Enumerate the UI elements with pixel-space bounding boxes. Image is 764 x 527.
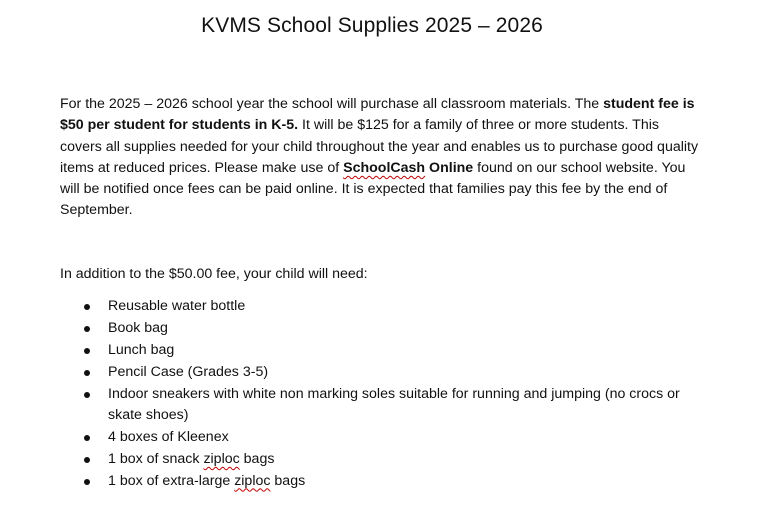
supply-list xyxy=(84,296,684,493)
bullet-icon xyxy=(84,370,90,376)
list-item xyxy=(84,449,684,471)
list-item xyxy=(84,318,684,340)
list-item xyxy=(84,296,684,318)
fee-paragraph xyxy=(60,94,700,222)
ziploc-word: ziploc xyxy=(234,472,271,489)
document-title: KVMS School Supplies 2025 – 2026 xyxy=(201,14,543,37)
ziploc-word: ziploc xyxy=(203,450,240,467)
bullet-icon xyxy=(84,326,90,332)
item-text-end: bags xyxy=(270,472,306,489)
list-item xyxy=(84,471,684,493)
item-text: 1 box of extra-large xyxy=(108,472,235,489)
item-text: Reusable water bottle xyxy=(108,298,246,314)
list-item xyxy=(84,362,684,384)
bullet-icon xyxy=(84,392,90,398)
intro-text-2: It will be $125 for a family of three or more students. This covers all supplies needed for your child throughout the year and enables us to purchase good quality items at reduced prices. Please make use of xyxy=(60,117,699,176)
intro-text-1: For the 2025 – 2026 school year the school will purchase all classroom materials. The xyxy=(60,96,604,112)
needs-intro: In addition to the $50.00 fee, your child will need: xyxy=(60,266,368,282)
bullet-icon xyxy=(84,479,90,485)
bullet-icon xyxy=(84,348,90,354)
list-item xyxy=(84,384,684,427)
fee-amount-bold: student fee is $50 per student for students in K-5. xyxy=(60,96,695,134)
item-text: Book bag xyxy=(108,319,168,336)
item-text: Pencil Case (Grades 3-5) xyxy=(108,363,269,380)
item-text: Lunch bag xyxy=(108,341,175,358)
item-text: 1 box of snack xyxy=(108,450,204,467)
online-word: Online xyxy=(425,159,474,176)
intro-text-3: found on our school website. You will be notified once fees can be paid online. It is expected that families pay this fee by the end of September. xyxy=(60,159,686,219)
bullet-icon xyxy=(84,457,90,463)
schoolcash-word: SchoolCash xyxy=(343,159,426,176)
schoolcash-online-name xyxy=(343,160,473,176)
item-text: Indoor sneakers with white non marking soles suitable for running and jumping (no crocs or skate shoes) xyxy=(108,385,680,424)
list-item xyxy=(84,340,684,362)
bullet-icon xyxy=(84,435,90,441)
bullet-icon xyxy=(84,304,90,310)
list-item xyxy=(84,427,684,449)
item-text: 4 boxes of Kleenex xyxy=(108,428,229,445)
item-text-end: bags xyxy=(239,450,275,467)
